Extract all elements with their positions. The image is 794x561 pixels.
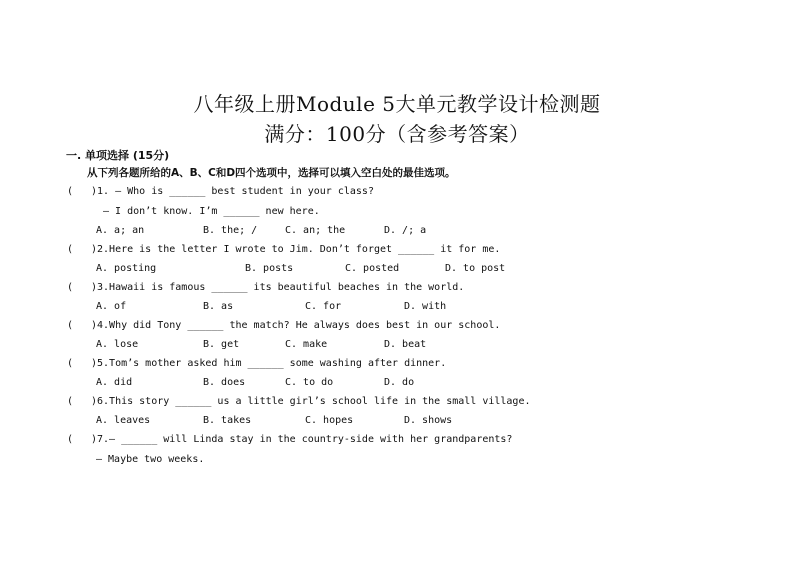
q3-option-b: B. as: [203, 301, 234, 312]
question-1-dialogue: — I don’t know. I’m ______ new here.: [103, 206, 320, 217]
question-7-dialogue: — Maybe two weeks.: [96, 454, 205, 465]
answer-paren: (: [67, 320, 74, 331]
question-text: )2.Here is the letter I wrote to Jim. Don’t forget ______ it for me.: [91, 244, 501, 255]
q6-option-d: D. shows: [404, 415, 453, 426]
answer-paren: (: [67, 282, 74, 293]
question-text: )1. — Who is ______ best student in your class?: [91, 186, 374, 197]
q5-option-d: D. do: [384, 377, 415, 388]
q1-option-c: C. an; the: [285, 225, 346, 236]
q3-option-d: D. with: [404, 301, 447, 312]
answer-paren: (: [67, 244, 74, 255]
question-text: )7.— ______ will Linda stay in the country-side with her grandparents?: [91, 434, 513, 445]
q5-option-b: B. does: [203, 377, 246, 388]
q6-option-b: B. takes: [203, 415, 252, 426]
question-text: )6.This story ______ us a little girl’s school life in the small village.: [91, 396, 531, 407]
answer-paren: (: [67, 186, 74, 197]
answer-paren: (: [67, 396, 74, 407]
q6-option-c: C. hopes: [305, 415, 354, 426]
q5-option-a: A. did: [96, 377, 133, 388]
question-5: [67, 358, 446, 370]
answer-paren: (: [67, 358, 74, 369]
q4-option-d: D. beat: [384, 339, 427, 350]
question-text: )5.Tom’s mother asked him ______ some washing after dinner.: [91, 358, 447, 369]
question-1: [67, 186, 374, 198]
q3-option-a: A. of: [96, 301, 127, 312]
q5-option-c: C. to do: [285, 377, 334, 388]
q2-option-c: C. posted: [345, 263, 400, 274]
q2-option-d: D. to post: [445, 263, 506, 274]
answer-paren: (: [67, 434, 74, 445]
section-instruction: 从下列各题所给的A、B、C和D四个选项中，选择可以填入空白处的最佳选项。: [87, 167, 456, 179]
q1-option-d: D. /; a: [384, 225, 427, 236]
q4-option-c: C. make: [285, 339, 328, 350]
question-2: [67, 244, 500, 256]
q6-option-a: A. leaves: [96, 415, 151, 426]
question-4: [67, 320, 500, 332]
question-7: [67, 434, 512, 446]
q2-option-b: B. posts: [245, 263, 294, 274]
q4-option-a: A. lose: [96, 339, 139, 350]
q1-option-b: B. the; /: [203, 225, 258, 236]
q1-option-a: A. a; an: [96, 225, 145, 236]
question-text: )4.Why did Tony ______ the match? He always does best in our school.: [91, 320, 501, 331]
q3-option-c: C. for: [305, 301, 342, 312]
section-heading: 一. 单项选择 (15分): [66, 149, 170, 162]
question-6: [67, 396, 531, 408]
exam-title: 八年级上册Module 5大单元教学设计检测题: [193, 92, 601, 116]
question-3: [67, 282, 464, 294]
q2-option-a: A. posting: [96, 263, 157, 274]
q4-option-b: B. get: [203, 339, 240, 350]
question-text: )3.Hawaii is famous ______ its beautiful beaches in the world.: [91, 282, 465, 293]
exam-subtitle: 满分：100分（含参考答案）: [264, 122, 530, 146]
